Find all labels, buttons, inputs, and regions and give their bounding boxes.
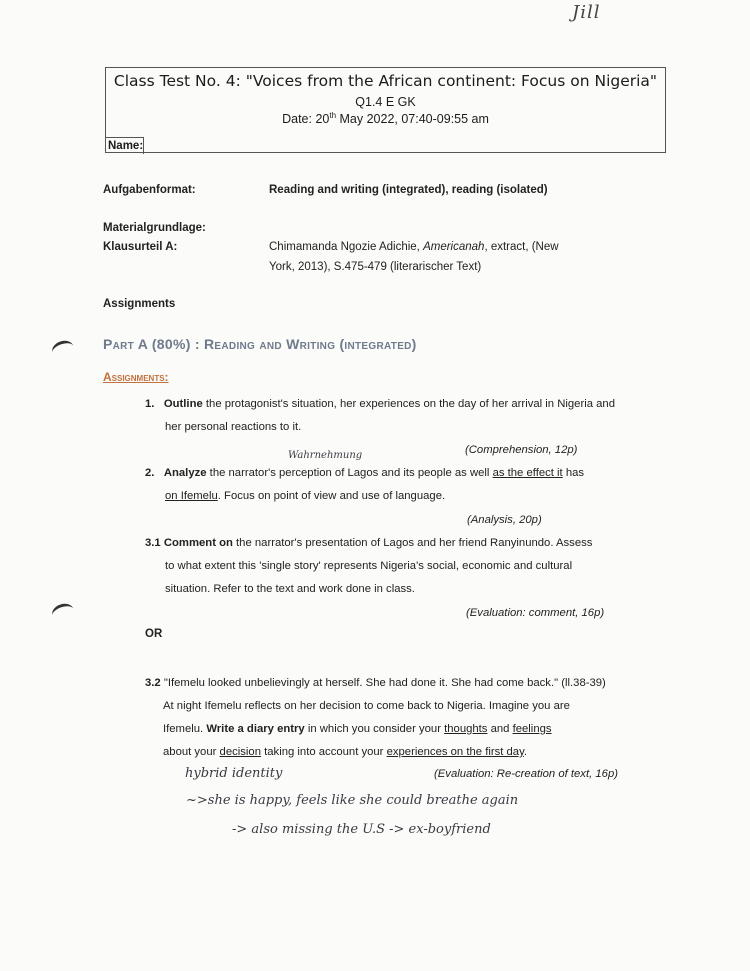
handwritten-note-wahrnehmung: Wahrnehmung [288, 450, 363, 461]
or-label: OR [145, 628, 163, 640]
task-1: 1. Outline the protagonist's situation, her experiences on the day of her arrival in Nigeria and her personal reactions to it. [145, 398, 615, 433]
punch-hole-mark [50, 601, 76, 624]
course-code: Q1.4 E GK [355, 95, 416, 109]
part-a-title: Part A (80%) : Reading and Writing (integrated) [103, 336, 417, 352]
handwritten-note-happy: ~>she is happy, feels like she could breathe again [186, 793, 519, 808]
test-header-box [105, 67, 666, 153]
task-3-2: 3.2 "Ifemelu looked unbelievingly at herself. She had done it. She had come back." (ll.38-39) At night Ifemelu reflects on her decision to come back to Nigeria. Imagine you are Ifemelu. Write a diary entry in which you consider your thoughts and feelings about your decision taking into account your experiences on the first day. [145, 677, 606, 758]
assignments-label: Assignments [103, 298, 176, 310]
task-3-1: 3.1 Comment on the narrator's presentation of Lagos and her friend Ranyinundo. Assess to what extent this 'single story' represents Nigeria's social, economic and cultural situation. Refer to the text and work done in class. [145, 537, 593, 595]
student-signature: Jill [572, 2, 601, 23]
task-2-points: (Analysis, 20p) [467, 514, 542, 526]
material-label: Materialgrundlage: [103, 222, 206, 234]
punch-hole-mark [50, 338, 76, 361]
task-3-1-points: (Evaluation: comment, 16p) [466, 607, 605, 619]
handwritten-note-missing-us: -> also missing the U.S -> ex-boyfriend [232, 822, 491, 837]
format-label: Aufgabenformat: [103, 184, 196, 196]
name-label: Name: [108, 140, 144, 152]
test-date: Date: 20th May 2022, 07:40-09:55 am [282, 111, 489, 127]
test-title: Class Test No. 4: "Voices from the African continent: Focus on Nigeria" [113, 72, 658, 90]
source-text: Chimamanda Ngozie Adichie, Americanah, extract, (New York, 2013), S.475-479 (literarischer Text) [269, 241, 559, 273]
assignments-heading: Assignments: [103, 370, 169, 384]
format-value: Reading and writing (integrated), reading (isolated) [269, 184, 548, 196]
task-3-2-points: (Evaluation: Re-creation of text, 16p) [434, 768, 618, 780]
task-1-points: (Comprehension, 12p) [465, 444, 578, 456]
task-2: 2. Analyze the narrator's perception of Lagos and its people as well as the effect it has on Ifemelu. Focus on point of view and use of language. [145, 467, 585, 502]
exam-part-label: Klausurteil A: [103, 241, 178, 253]
handwritten-note-hybrid-identity: hybrid identity [185, 766, 283, 781]
